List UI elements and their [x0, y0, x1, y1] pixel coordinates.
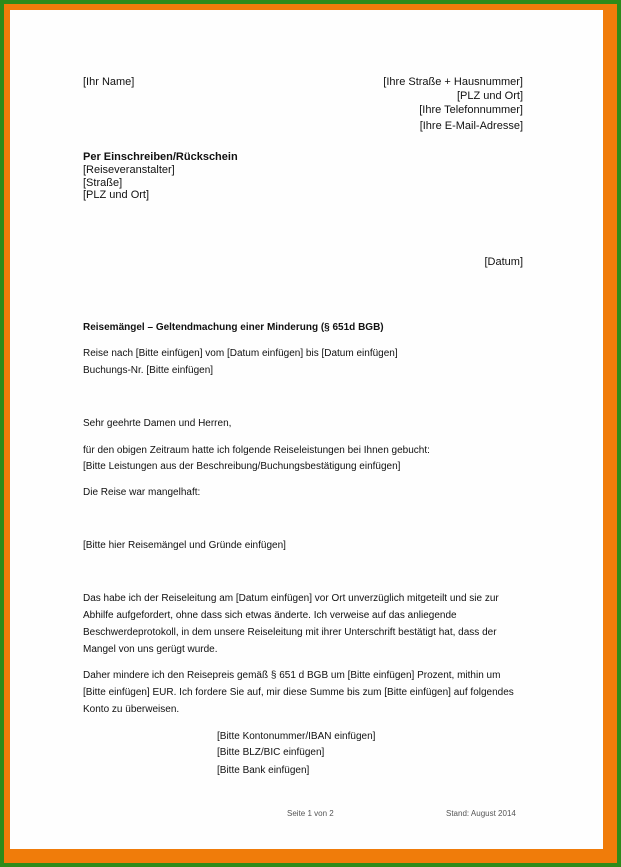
- recipient-street: [Straße]: [83, 177, 123, 189]
- bank-name: [Bitte Bank einfügen]: [217, 765, 310, 776]
- sender-street: [Ihre Straße + Hausnummer]: [383, 76, 523, 88]
- para1-line: Mangel von uns gerügt wurde.: [83, 644, 218, 655]
- recipient-company: [Reiseveranstalter]: [83, 164, 175, 176]
- para2-line: [Bitte einfügen] EUR. Ich fordere Sie auf, mir diese Summe bis zum [Bitte einfügen] auf folgendes: [83, 687, 514, 698]
- sender-phone: [Ihre Telefonnummer]: [419, 104, 523, 116]
- recipient-city: [PLZ und Ort]: [83, 189, 150, 201]
- letter-subject: Reisemängel – Geltendmachung einer Minderung (§ 651d BGB): [83, 322, 384, 333]
- sender-email: [Ihre E-Mail-Adresse]: [419, 120, 523, 132]
- salutation: Sehr geehrte Damen und Herren,: [83, 418, 232, 429]
- bank-bic: [Bitte BLZ/BIC einfügen]: [217, 747, 325, 758]
- letter-page: [10, 10, 603, 849]
- footer-page-number: Seite 1 von 2: [287, 809, 334, 818]
- para1-line: Abhilfe aufgefordert, ohne dass sich etwas änderte. Ich verweise auf das anliegende: [83, 610, 457, 621]
- footer-stand: Stand: August 2014: [446, 809, 516, 818]
- para2-line: Daher mindere ich den Reisepreis gemäß § 651 d BGB um [Bitte einfügen] Prozent, mithin um: [83, 670, 501, 681]
- bank-iban: [Bitte Kontonummer/IBAN einfügen]: [217, 731, 376, 742]
- sender-city: [PLZ und Ort]: [456, 90, 523, 102]
- letter-date: [Datum]: [484, 256, 523, 268]
- intro-line: für den obigen Zeitraum hatte ich folgende Reiseleistungen bei Ihnen gebucht:: [83, 445, 430, 456]
- trip-line: Reise nach [Bitte einfügen] vom [Datum einfügen] bis [Datum einfügen]: [83, 348, 398, 359]
- defects-line: [Bitte hier Reisemängel und Gründe einfügen]: [83, 540, 286, 551]
- sender-name: [Ihr Name]: [83, 76, 135, 88]
- services-line: [Bitte Leistungen aus der Beschreibung/Buchungsbestätigung einfügen]: [83, 461, 401, 472]
- booking-line: Buchungs-Nr. [Bitte einfügen]: [83, 365, 214, 376]
- para2-line: Konto zu überweisen.: [83, 704, 180, 715]
- defect-intro: Die Reise war mangelhaft:: [83, 487, 201, 498]
- para1-line: Das habe ich der Reiseleitung am [Datum einfügen] vor Ort unverzüglich mitgeteilt und sie zur: [83, 593, 499, 604]
- para1-line: Beschwerdeprotokoll, in dem unsere Reiseleitung mit ihrer Unterschrift bestätigt hat, dass der: [83, 627, 497, 638]
- delivery-method: Per Einschreiben/Rückschein: [83, 151, 238, 163]
